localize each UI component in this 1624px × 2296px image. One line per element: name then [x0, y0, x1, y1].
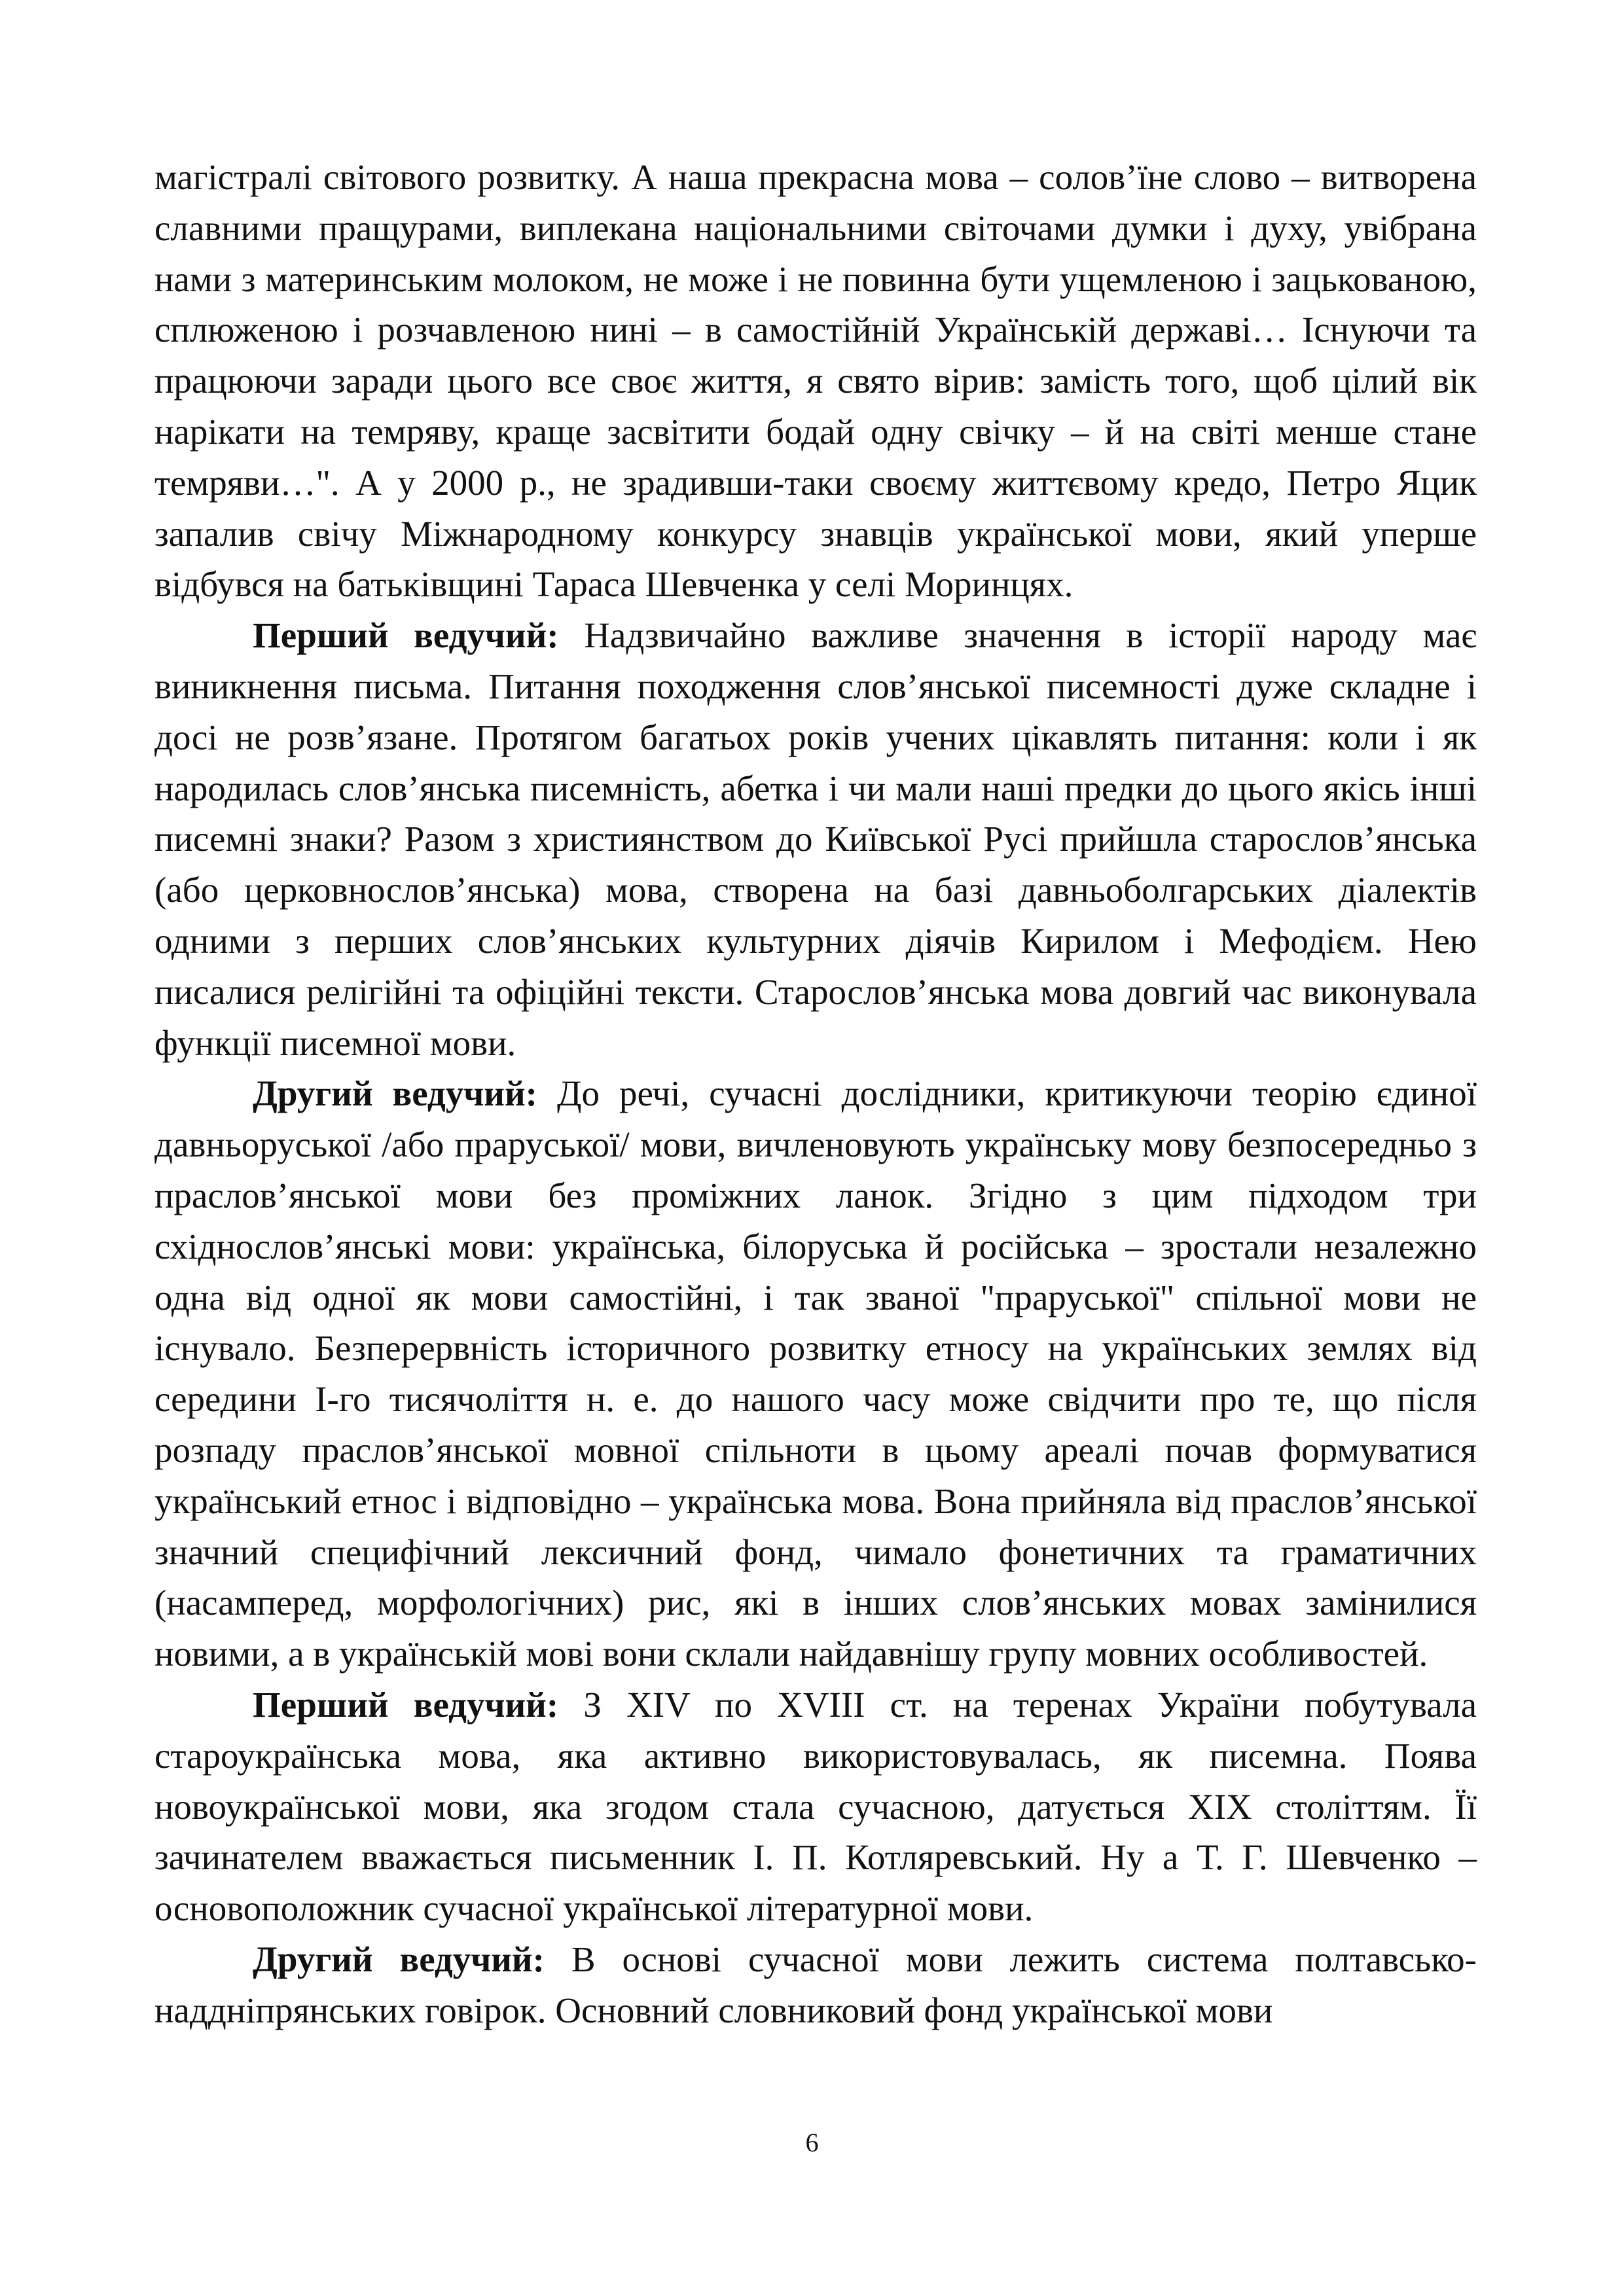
speaker-label: Другий ведучий:	[253, 1073, 537, 1114]
speaker-label: Другий ведучий:	[253, 1939, 545, 1979]
speaker-label: Перший ведучий:	[253, 1684, 559, 1725]
speaker-label: Перший ведучий:	[253, 615, 559, 656]
paragraph-first-host	[154, 1679, 1477, 1934]
paragraph-text: В основі сучасної мови лежить система полтавсько-наддніпрянських говірок. Основний словниковий фонд української мови	[154, 1939, 1477, 2030]
paragraph-text: З XIV по XVIII ст. на теренах України побутувала староукраїнська мова, яка активно використовувалась, як писемна. Поява новоукраїнської мови, яка згодом стала сучасною, датується XIX століттям. Її зачинателем вважається письменник І. П. Котляревський. Ну а Т. Г. Шевченко – основоположник сучасної української літературної мови.	[154, 1684, 1477, 1929]
body-text	[154, 152, 1477, 2036]
paragraph-text: До речі, сучасні дослідники, критикуючи теорію єдиної давньоруської /або праруської/ мови, вичленовують українську мову безпосередньо з праслов’янської мови без проміжних ланок. Згідно з цим підходом три східнослов’янські мови: українська, білоруська й російська – зростали незалежно одна від одної як мови самостійні, і так званої "праруської" спільної мови не існувало. Безперервність історичного розвитку етносу на українських землях від середини І-го тисячоліття н. е. до нашого часу може свідчити про те, що після розпаду праслов’янської мовної спільноти в цьому ареалі почав формуватися український етнос і відповідно – українська мова. Вона прийняла від праслов’янської значний специфічний лексичний фонд, чимало фонетичних та граматичних (насамперед, морфологічних) рис, які в інших слов’янських мовах замінилися новими, а в українській мові вони склали найдавнішу групу мовних особливостей.	[154, 1073, 1477, 1674]
page-number: 6	[805, 2128, 819, 2157]
paragraph-text: Надзвичайно важливе значення в історії народу має виникнення письма. Питання походження слов’янської писемності дуже складне і досі не розв’язане. Протягом багатьох років учених цікавлять питання: коли і як народилась слов’янська писемність, абетка і чи мали наші предки до цього якісь інші писемні знаки? Разом з християнством до Київської Русі прийшла старослов’янська (або церковнослов’янська) мова, створена на базі давньоболгарських діалектів одними з перших слов’янських культурних діячів Кирилом і Мефодієм. Нею писалися релігійні та офіційні тексти. Старослов’янська мова довгий час виконувала функції писемної мови.	[154, 615, 1477, 1063]
paragraph-second-host	[154, 1068, 1477, 1679]
paragraph-text: магістралі світового розвитку. А наша прекрасна мова – солов’їне слово – витворена славними пращурами, виплекана національними світочами думки і духу, увібрана нами з материнським молоком, не може і не повинна бути ущемленою і зацькованою, сплюженою і розчавленою нині – в самостійній Українській державі… Існуючи та працюючи заради цього все своє життя, я свято вірив: замість того, щоб цілий вік нарікати на темряву, краще засвітити бодай одну свічку – й на світі менше стане темряви…". А у 2000 р., не зрадивши-таки своєму життєвому кредо, Петро Яцик запалив свічу Міжнародному конкурсу знавців української мови, який уперше відбувся на батьківщині Тараса Шевченка у селі Моринцях.	[154, 157, 1477, 605]
paragraph-continuation	[154, 152, 1477, 610]
paragraph-second-host	[154, 1934, 1477, 2036]
paragraph-first-host	[154, 610, 1477, 1068]
